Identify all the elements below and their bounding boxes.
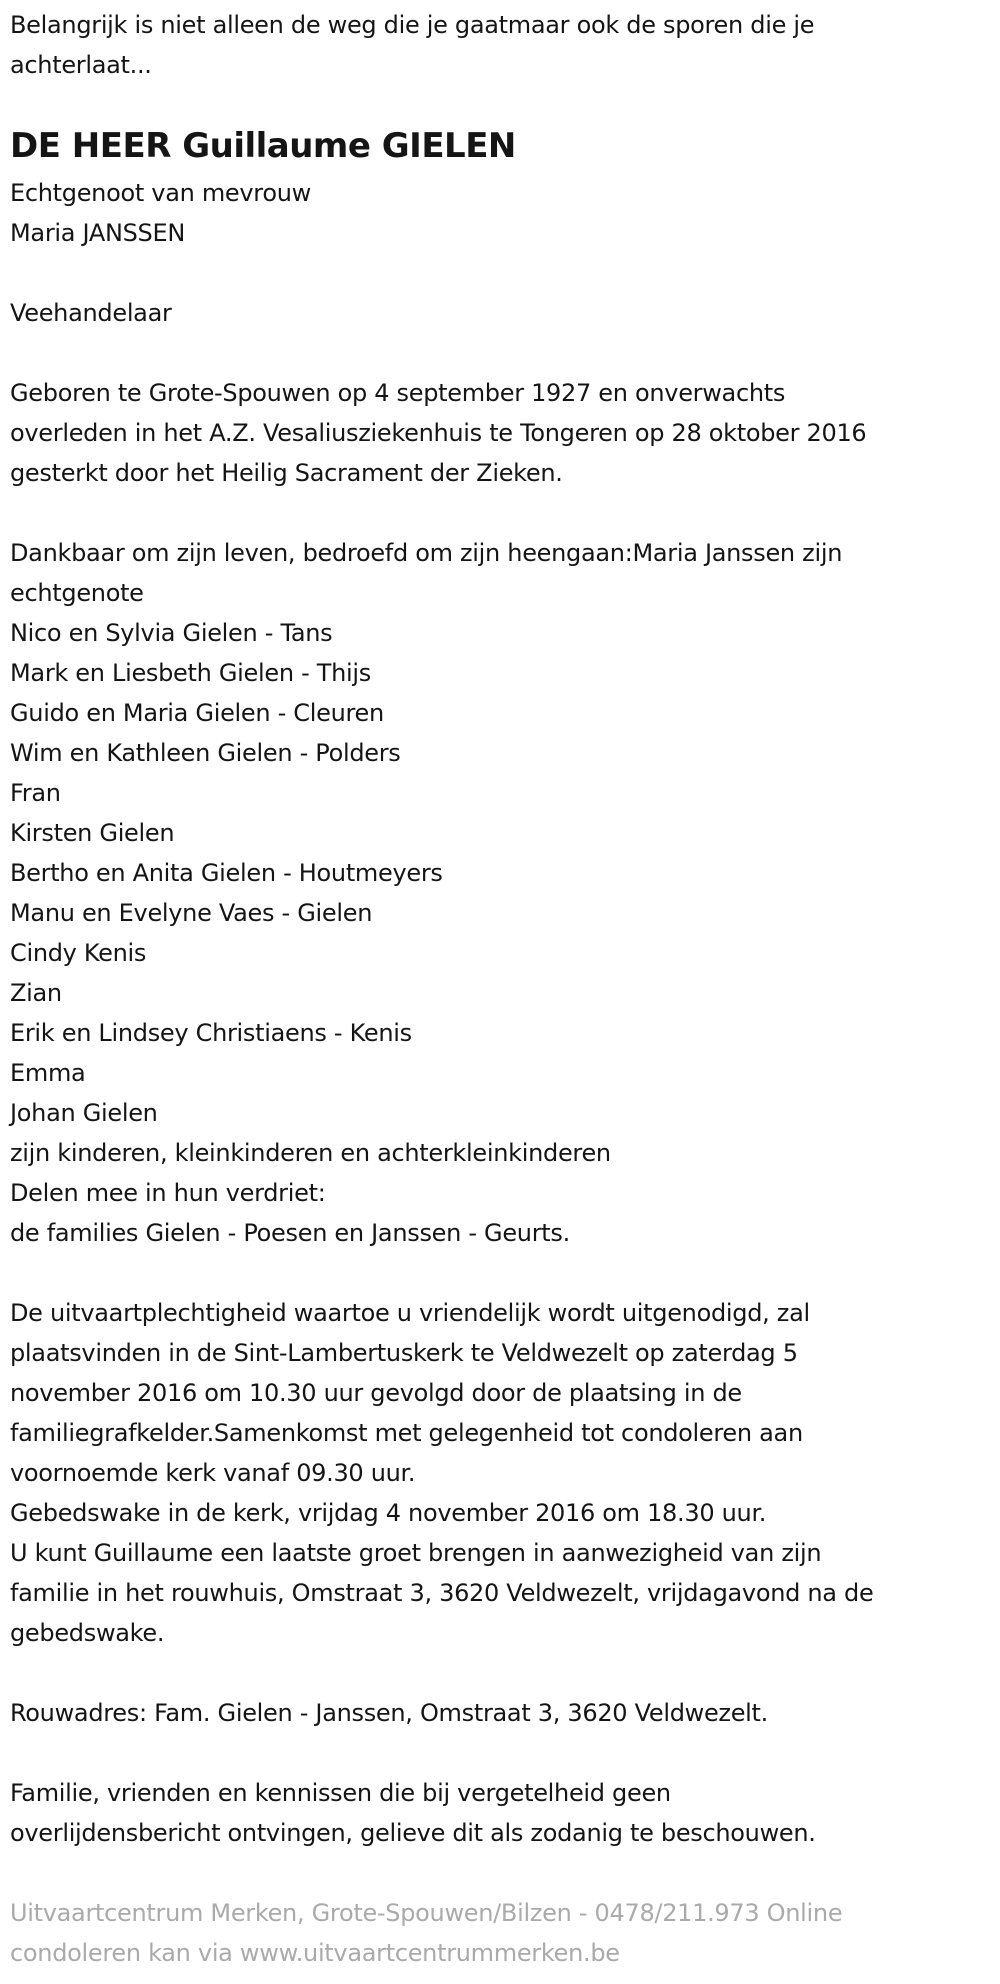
family-line: Nico en Sylvia Gielen - Tans [10,619,333,647]
family-line: Bertho en Anita Gielen - Houtmeyers [10,859,443,887]
text-line: gesterkt door het Heilig Sacrament der Zieken. [10,459,563,487]
text-line: Gebedswake in de kerk, vrijdag 4 november 2016 om 18.30 uur. [10,1499,767,1527]
birth-death-paragraph [10,373,1000,493]
footer-line: Uitvaartcentrum Merken, Grote-Spouwen/Bilzen - 0478/211.973 Online [10,1899,843,1927]
footer-line: condoleren kan via www.uitvaartcentrummerken.be [10,1939,620,1967]
text-line: Geboren te Grote-Spouwen op 4 september 1927 en onverwachts [10,379,786,407]
spouse-line: Echtgenoot van mevrouw [10,179,311,207]
family-line: de families Gielen - Poesen en Janssen - Geurts. [10,1219,570,1247]
family-line: Dankbaar om zijn leven, bedroefd om zijn heengaan:Maria Janssen zijn [10,539,843,567]
notice-paragraph [10,1773,1000,1853]
text-line: familie in het rouwhuis, Omstraat 3, 3620 Veldwezelt, vrijdagavond na de [10,1579,874,1607]
funeral-paragraph [10,1293,1000,1653]
family-line: Johan Gielen [10,1099,158,1127]
intro-quote [10,5,1000,85]
text-line: overleden in het A.Z. Vesaliusziekenhuis te Tongeren op 28 oktober 2016 [10,419,867,447]
text-line: overlijdensbericht ontvingen, gelieve dit als zodanig te beschouwen. [10,1819,816,1847]
text-line: Familie, vrienden en kennissen die bij vergetelheid geen [10,1779,671,1807]
intro-line: Belangrijk is niet alleen de weg die je gaatmaar ook de sporen die je [10,11,815,39]
text-line: voornoemde kerk vanaf 09.30 uur. [10,1459,416,1487]
intro-line: achterlaat... [10,51,152,79]
funeral-home-footer [10,1893,1000,1973]
spouse-name: Maria JANSSEN [10,219,185,247]
family-line: Emma [10,1059,86,1087]
family-line: Cindy Kenis [10,939,147,967]
text-line: De uitvaartplechtigheid waartoe u vriendelijk wordt uitgenodigd, zal [10,1299,810,1327]
family-line: Wim en Kathleen Gielen - Polders [10,739,401,767]
family-line: echtgenote [10,579,144,607]
deceased-name: DE HEER Guillaume GIELEN [10,126,516,166]
text-line: november 2016 om 10.30 uur gevolgd door de plaatsing in de [10,1379,742,1407]
family-line: Zian [10,979,62,1007]
family-line: Erik en Lindsey Christiaens - Kenis [10,1019,412,1047]
text-line: plaatsvinden in de Sint-Lambertuskerk te Veldwezelt op zaterdag 5 [10,1339,798,1367]
text-line: U kunt Guillaume een laatste groet brengen in aanwezigheid van zijn [10,1539,822,1567]
family-line: Kirsten Gielen [10,819,175,847]
family-line: Manu en Evelyne Vaes - Gielen [10,899,373,927]
text-line: familiegrafkelder.Samenkomst met gelegenheid tot condoleren aan [10,1419,803,1447]
family-line: Mark en Liesbeth Gielen - Thijs [10,659,371,687]
family-line: Guido en Maria Gielen - Cleuren [10,699,384,727]
text-line: gebedswake. [10,1619,165,1647]
family-line: Fran [10,779,61,807]
family-line: Delen mee in hun verdriet: [10,1179,326,1207]
family-list [10,533,1000,1253]
occupation: Veehandelaar [10,299,172,327]
family-line: zijn kinderen, kleinkinderen en achterkleinkinderen [10,1139,611,1167]
mourning-address: Rouwadres: Fam. Gielen - Janssen, Omstraat 3, 3620 Veldwezelt. [10,1699,768,1727]
